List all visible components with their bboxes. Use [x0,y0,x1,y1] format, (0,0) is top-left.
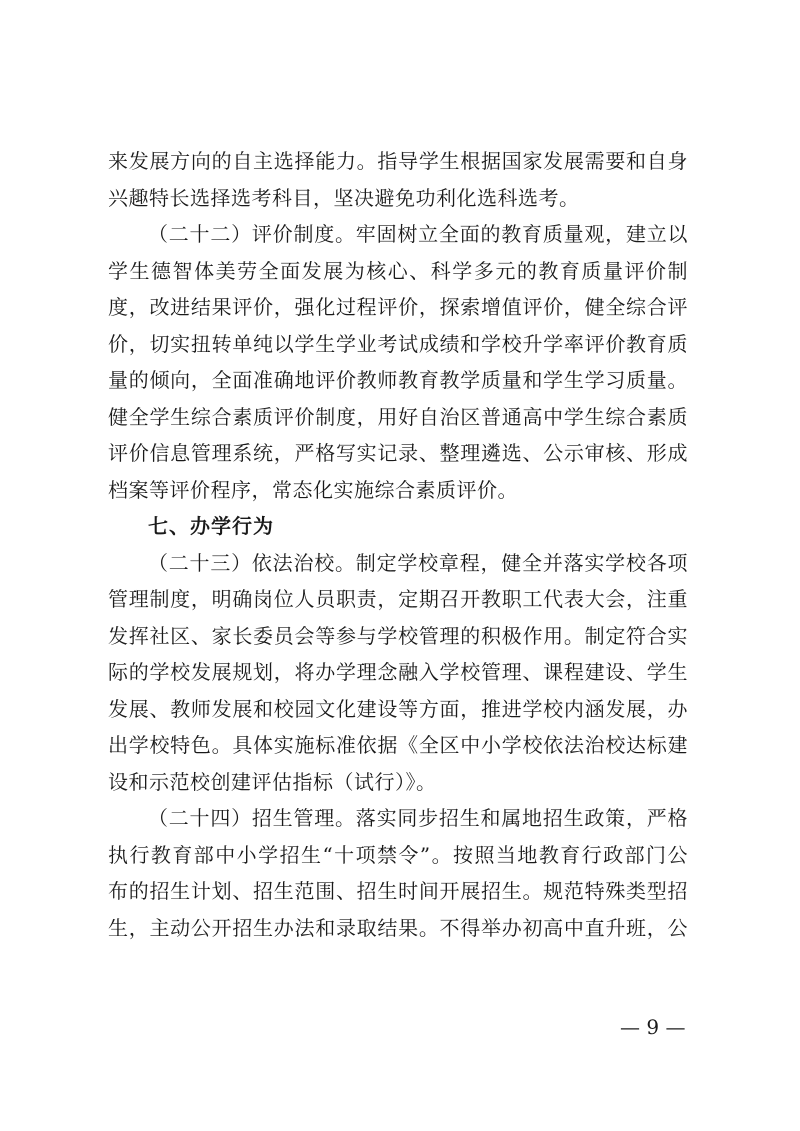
paragraph-start-line: （二十二）评价制度。牢固树立全面的教育质量观，建立以 [148,222,688,246]
paragraph-start-line: （二十四）招生管理。落实同步招生和属地招生政策，严格 [148,806,688,830]
paragraph-start-line: （二十三）依法治校。制定学校章程，健全并落实学校各项 [148,550,688,575]
section-heading: 七、办学行为 [148,514,274,538]
text-line: 健全学生综合素质评价制度，用好自治区普通高中学生综合素质 [108,404,688,429]
text-line: 执行教育部中小学招生“十项禁令”。按照当地教育行政部门公 [108,842,688,867]
text-line: 兴趣特长选择选考科目，坚决避免功利化选科选考。 [108,185,580,210]
text-line: 际的学校发展规划，将办学理念融入学校管理、课程建设、学生 [108,660,688,684]
text-line: 评价信息管理系统，严格写实记录、整理遴选、公示审核、形成 [108,441,688,465]
text-line: 出学校特色。具体实施标准依据《全区中小学校依法治校达标建 [108,733,688,757]
text-line: 来发展方向的自主选择能力。指导学生根据国家发展需要和自身 [108,149,688,173]
text-line: 生，主动公开招生办法和录取结果。不得举办初高中直升班，公 [108,915,688,940]
text-line: 价，切实扭转单纯以学生学业考试成绩和学校升学率评价教育质 [108,331,688,356]
text-line: 布的招生计划、招生范围、招生时间开展招生。规范特殊类型招 [108,879,688,903]
text-line: 发展、教师发展和校园文化建设等方面，推进学校内涵发展，办 [108,696,688,721]
document-body [108,143,688,946]
text-line: 档案等评价程序，常态化实施综合素质评价。 [108,477,518,502]
text-line: 度，改进结果评价，强化过程评价，探索增值评价，健全综合评 [108,295,688,319]
text-line: 量的倾向，全面准确地评价教师教育教学质量和学生学习质量。 [108,368,688,392]
page-number: — 9 — [620,1015,686,1039]
text-line: 发挥社区、家长委员会等参与学校管理的积极作用。制定符合实 [108,623,688,648]
text-line: 学生德智体美劳全面发展为核心、科学多元的教育质量评价制 [108,258,688,283]
text-line: 管理制度，明确岗位人员职责，定期召开教职工代表大会，注重 [108,587,688,611]
text-line: 设和示范校创建评估指标（试行）》。 [108,769,437,794]
